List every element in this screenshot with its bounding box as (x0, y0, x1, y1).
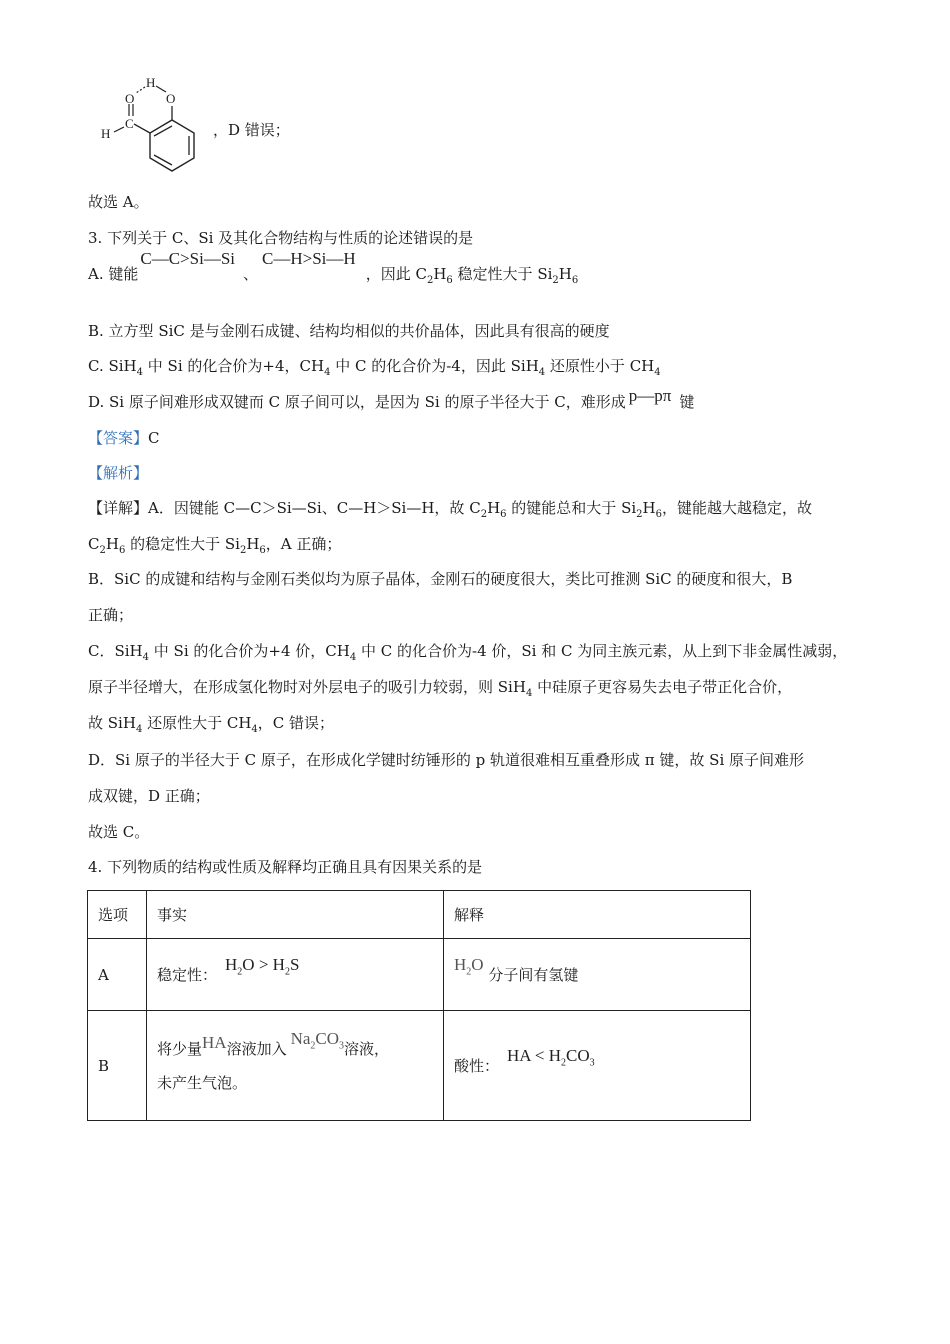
d5-t1: C．SiH (88, 642, 143, 660)
d7-s1: 4 (135, 724, 143, 735)
d2-t1: C (88, 535, 100, 553)
q3-option-c (88, 356, 661, 376)
q3-a-sub4: 6 (571, 275, 579, 286)
d2-s4: 6 (259, 545, 266, 556)
d5-t2: 中 Si 的化合价为+4 价，CH (149, 642, 350, 660)
d6-t1: 原子半径增大，在形成氢化物时对外层电子的吸引力较弱，则 SiH (88, 678, 526, 696)
d1-s4: 6 (655, 509, 662, 520)
q3-d-suffix: 键 (679, 393, 695, 411)
atom-label-h-top: H (146, 75, 156, 90)
q3-option-d (88, 386, 695, 412)
q3-a-prefix: A. 键能 (88, 265, 139, 283)
d2-t4: H (246, 535, 260, 553)
d5-s2: 4 (349, 652, 357, 663)
rb-na-sub: 2 (310, 1039, 316, 1051)
row-a-fact-expr (225, 955, 300, 978)
d7-t3: ，C 错误； (257, 714, 335, 732)
q3-option-a (88, 249, 579, 286)
rb-na2co3 (290, 1028, 345, 1051)
salicylaldehyde-structure-diagram (92, 72, 212, 182)
q3-c-p4: 还原性小于 CH (545, 357, 655, 375)
q4-stem: 4. 下列物质的结构或性质及解释均正确且具有因果关系的是 (88, 858, 483, 876)
atom-label-o-hydroxyl: O (166, 91, 176, 106)
atom-label-o-carbonyl: O (125, 91, 135, 106)
row-a-explanation (444, 939, 751, 1011)
answer-tag: 【答案】 (88, 429, 149, 447)
q3-a-mid2: 稳定性大于 Si (452, 265, 553, 283)
d2-t3: 的稳定性大于 Si (125, 535, 240, 553)
detail-line-9: 成双键，D 正确； (88, 787, 210, 805)
row-a-expl-expr (454, 955, 484, 978)
d6-s1: 4 (525, 688, 533, 699)
q3-answer (88, 428, 160, 448)
q3-a-sub2: 6 (446, 275, 453, 286)
rb-na: Na (290, 1028, 311, 1048)
q3-c-s3: 4 (538, 367, 546, 378)
d7-s2: 4 (251, 724, 258, 735)
detail-tag: 【详解】 (88, 499, 149, 517)
d2-t2: H (105, 535, 119, 553)
d7-t1: 故 SiH (88, 714, 136, 732)
q3-c-p1: C. SiH (88, 357, 137, 375)
rb-expl-expr (507, 1046, 595, 1069)
q3-a-sub1: 2 (426, 275, 434, 286)
row-b-explanation (444, 1011, 751, 1121)
q3-a-expr2: C—H>Si—H (262, 249, 356, 268)
q3-a-sub3: 2 (552, 275, 559, 286)
d5-t3: 中 C 的化合价为-4 价，Si 和 C 为同主族元素，从上到下非金属性减弱， (356, 642, 848, 660)
q3-a-sep: 、 (243, 265, 259, 283)
q3-c-s4: 4 (654, 367, 661, 378)
rb-eb-sub: 3 (589, 1057, 595, 1069)
detail-line-4: 正确； (88, 606, 134, 624)
ra-fc: S (289, 955, 300, 974)
q3-a-expr1: C—C>Si—Si (140, 249, 235, 268)
rb-ha: HA (202, 1032, 227, 1052)
rb-expl-label: 酸性： (454, 1057, 500, 1075)
q3-d-prefix: D. Si 原子间难形成双键而 C 原子间可以，是因为 Si 的原子半径大于 C，难形成 (88, 393, 626, 411)
rb-p3: 溶液， (344, 1039, 390, 1058)
d2-s2: 6 (118, 545, 126, 556)
rb-eb: CO (566, 1046, 590, 1065)
detail-line-5 (88, 641, 847, 661)
row-b-option: B (88, 1011, 147, 1121)
q3-a-mid1: H (433, 265, 447, 283)
q3-option-b: B. 立方型 SiC 是与金刚石成键、结构均相似的共价晶体，因此具有很高的硬度 (88, 322, 610, 340)
ra-fb-sub: 2 (284, 966, 290, 978)
ra-fb: O > H (242, 955, 285, 974)
row-b-fact (147, 1011, 444, 1121)
ra-ea-sub: 2 (466, 966, 472, 978)
table-header-row (88, 891, 751, 939)
atom-label-c: C (125, 116, 134, 131)
q3-c-p3: 中 C 的化合价为-4，因此 SiH (330, 357, 539, 375)
q3-stem: 3. 下列关于 C、Si 及其化合物结构与性质的论述错误的是 (88, 229, 474, 247)
header-option: 选项 (88, 891, 147, 939)
d1-s3: 2 (636, 509, 643, 520)
ra-fa-sub: 2 (237, 966, 243, 978)
detail-line-8: D．Si 原子的半径大于 C 原子，在形成化学键时纺锤形的 p 轨道很难相互重叠形成 π 键，故 Si 原子间难形 (88, 751, 805, 769)
header-fact: 事实 (147, 891, 444, 939)
row-b-fact-line1 (157, 1028, 433, 1061)
q3-c-s2: 4 (324, 367, 331, 378)
rb-ea: HA < H (507, 1046, 561, 1065)
q4-options-table (87, 890, 751, 1121)
d1-s2: 6 (500, 509, 507, 520)
q3-a-mid3: H (558, 265, 572, 283)
d1-t4: H (642, 499, 656, 517)
d6-t2: 中硅原子更容易失去电子带正化合价， (532, 678, 793, 696)
d7-t2: 还原性大于 CH (142, 714, 252, 732)
ra-ea: H (454, 955, 467, 974)
table-row (88, 939, 751, 1011)
rb-p1: 将少量 (157, 1039, 203, 1058)
row-b-fact-line2: 未产生气泡。 (157, 1073, 248, 1092)
header-explanation: 解释 (444, 891, 751, 939)
d5-s1: 4 (142, 652, 150, 663)
molecule-caption: ，D 错误； (213, 121, 290, 139)
answer-value: C (148, 429, 160, 447)
d2-s3: 2 (239, 545, 247, 556)
d1-t2: H (487, 499, 501, 517)
q3-conclusion: 故选 C。 (88, 823, 150, 841)
q3-c-p2: 中 Si 的化合价为+4，CH (143, 357, 325, 375)
d1-t5: ，键能越大越稳定，故 (662, 499, 813, 517)
rb-ea-sub: 2 (561, 1057, 566, 1069)
q3-d-expr: p—pπ (628, 386, 672, 405)
table-row (88, 1011, 751, 1121)
row-a-option: A (88, 939, 147, 1011)
atom-label-h-left: H (101, 126, 111, 141)
d2-s1: 2 (99, 545, 106, 556)
d1-s1: 2 (480, 509, 488, 520)
detail-line-7 (88, 713, 334, 733)
row-a-fact (147, 939, 444, 1011)
ra-fa: H (225, 955, 238, 974)
q3-a-suffix-pre: ，因此 C (365, 265, 427, 283)
d1-t3: 的键能总和大于 Si (506, 499, 637, 517)
detail-line-2 (88, 534, 341, 554)
q2-conclusion: 故选 A。 (88, 193, 149, 211)
d1-t1: A．因键能 C—C＞Si—Si、C—H＞Si—H，故 C (148, 499, 481, 517)
ra-eb: O (471, 955, 484, 974)
detail-line-3: B．SiC 的成键和结构与金刚石类似均为原子晶体，金刚石的硬度很大，类比可推测 SiC 的硬度和很大，B (88, 570, 793, 588)
rb-co: CO (315, 1028, 340, 1048)
detail-line-6 (88, 677, 792, 697)
q3-c-s1: 4 (136, 367, 144, 378)
rb-p2: 溶液加入 (226, 1039, 287, 1058)
analysis-tag: 【解析】 (88, 464, 149, 482)
row-a-expl-text: 分子间有氢键 (488, 966, 579, 984)
detail-line-1 (88, 498, 812, 518)
row-a-fact-label: 稳定性： (157, 966, 218, 984)
rb-co-sub: 3 (339, 1039, 345, 1051)
d2-t5: ，A 正确； (265, 535, 342, 553)
